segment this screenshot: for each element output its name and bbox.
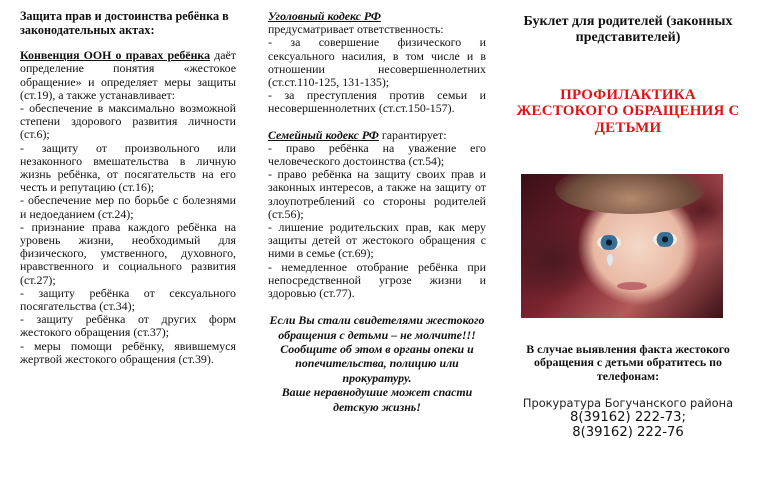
family-code-title: Семейный кодекс РФ (268, 127, 379, 142)
prosecutor-office: Прокуратура Богучанского района (522, 395, 734, 410)
convention-paragraph (20, 49, 236, 102)
legal-acts-heading: Защита прав и достоинства ребёнка в законодательных актах: (20, 9, 229, 37)
convention-title: Конвенция ООН о правах ребёнка (20, 48, 211, 63)
convention-item: - защиту ребёнка от других форм жестокого обращения (ст.37); (20, 312, 236, 340)
appeal-line: Если Вы стали свидетелями жестокого обращения с детьми – не молчите!!! (269, 313, 485, 342)
column-cover (516, 10, 740, 440)
column-codes (268, 10, 486, 414)
appeal-line: Сообщите об этом в органы опеки и попечительства, полицию или прокуратуру. (280, 342, 474, 385)
phone-number: 8(39162) 222-73; (570, 409, 686, 425)
appeal-line: Ваше неравнодушие может спасти детскую жизнь! (281, 385, 473, 414)
contact-heading: В случае выявления факта жестокого обращения с детьми обратитесь по телефонам: (526, 342, 730, 383)
family-code-intro: гарантирует: (378, 127, 447, 142)
family-code-item: - право ребёнка на защиту своих прав и законных интересов, а также на защиту от злоупотреблений со стороны родителей (ст.56); (268, 167, 486, 221)
convention-text: даёт определение понятия «жестокое обращение» и определяет меры защиты (ст.19), а также устанавливает: (20, 48, 236, 102)
criminal-code-title: Уголовный кодекс РФ (268, 9, 381, 23)
convention-item: - признание права каждого ребёнка на уровень жизни, необходимый для физического, умственного, духовного, нравственного и социального развития (ст.27); (20, 219, 236, 287)
convention-item: - защиту ребёнка от сексуального посягательства (ст.34); (20, 285, 236, 314)
criminal-code-intro: предусматривает ответственность: (268, 22, 444, 37)
phone-number: 8(39162) 222-76 (572, 425, 684, 441)
criminal-code-item: - за преступления против семьи и несовершеннолетних (ст.ст.150-157). (268, 88, 486, 116)
convention-item: - меры помощи ребёнку, явившемуся жертвой жестокого обращения (ст.39). (20, 338, 236, 366)
criminal-code-item: - за совершение физического и сексуального насилия, в том числе и в отношении несовершеннолетних (ст.ст.110-125, 131-135); (268, 35, 486, 90)
crying-child-photo (521, 174, 723, 318)
column-legal-acts (20, 10, 236, 366)
convention-item: - обеспечение в максимально возможной степени здорового развития личности (ст.6); (20, 101, 236, 142)
convention-item: - обеспечение мер по борьбе с болезнями и недоеданием (ст.24); (20, 193, 236, 221)
family-code-heading (268, 129, 486, 142)
family-code-item: - лишение родительских прав, как меру защиты детей от жестокого обращения с ними в семье (ст.69); (268, 220, 486, 261)
booklet-title: ПРОФИЛАКТИКА ЖЕСТОКОГО ОБРАЩЕНИЯ С ДЕТЬМИ (516, 87, 740, 136)
booklet-audience: Буклет для родителей (законных представителей) (523, 14, 733, 45)
appeal-block (268, 313, 486, 414)
family-code-item: - право ребёнка на уважение его человеческого достоинства (ст.54); (268, 140, 486, 169)
family-code-item: - немедленное отобрание ребёнка при непосредственной угрозе жизни и здоровью (ст.77). (268, 259, 486, 301)
convention-item: - защиту от произвольного или незаконного вмешательства в личную жизнь ребёнка, от посягательств на его честь и репутацию (ст.16); (20, 140, 236, 195)
